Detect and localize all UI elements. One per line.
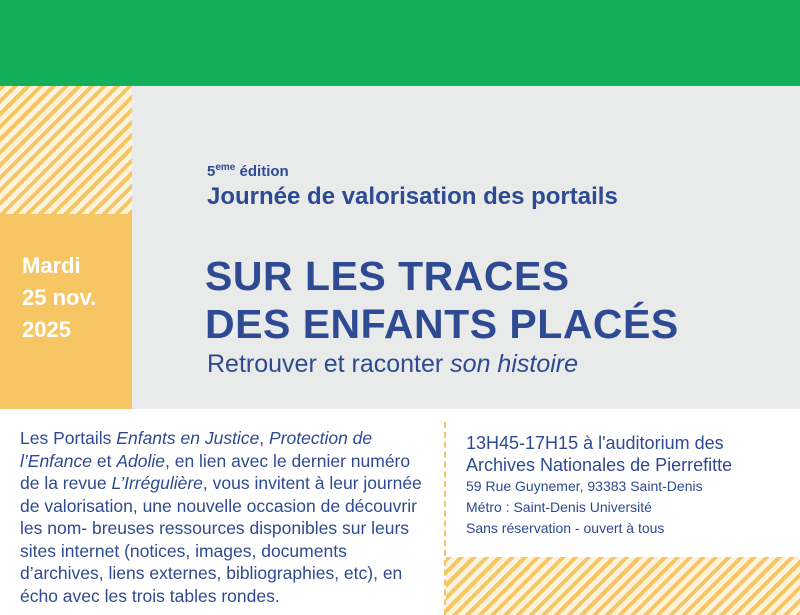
venue-name: Archives Nationales de Pierrefitte	[466, 455, 733, 475]
time-place: 13H45-17H15 à l'auditorium des	[466, 433, 724, 453]
event-subtitle: Journée de valorisation des portails	[207, 183, 618, 210]
decorative-stripes-left	[0, 86, 132, 214]
date-day: Mardi	[22, 253, 81, 278]
date-year: 2025	[22, 317, 71, 342]
date-block	[0, 214, 132, 409]
event-tagline: Retrouver et raconter son histoire	[207, 350, 579, 378]
event-info	[466, 432, 732, 539]
venue-address: 59 Rue Guynemer, 93383 Saint-Denis	[466, 478, 703, 494]
event-title	[205, 252, 679, 348]
description-paragraph: Les Portails Enfants en Justice, Protection de l’Enfance et Adolie, en lien avec le dernier numéro de la revue L’Irrégulière, vous invitent à leur journée de valorisation, une nouvelle occasion de découvrir les nom- breuses ressources disponibles sur leurs sites internet (notices, images, documents d’archives, liens externes, bibliographies, etc), en écho avec les trois tables rondes.	[20, 428, 422, 606]
date-day-month: 25 nov.	[22, 285, 97, 310]
event-date	[22, 250, 96, 346]
title-line-1: SUR LES TRACES	[205, 253, 570, 299]
top-green-band	[0, 0, 800, 86]
metro-station: Métro : Saint-Denis Université	[466, 499, 652, 515]
title-line-2: DES ENFANTS PLACÉS	[205, 301, 679, 347]
decorative-stripes-right	[446, 557, 800, 615]
edition-label: 5eme édition	[207, 162, 289, 180]
reservation-note: Sans réservation - ouvert à tous	[466, 520, 665, 536]
